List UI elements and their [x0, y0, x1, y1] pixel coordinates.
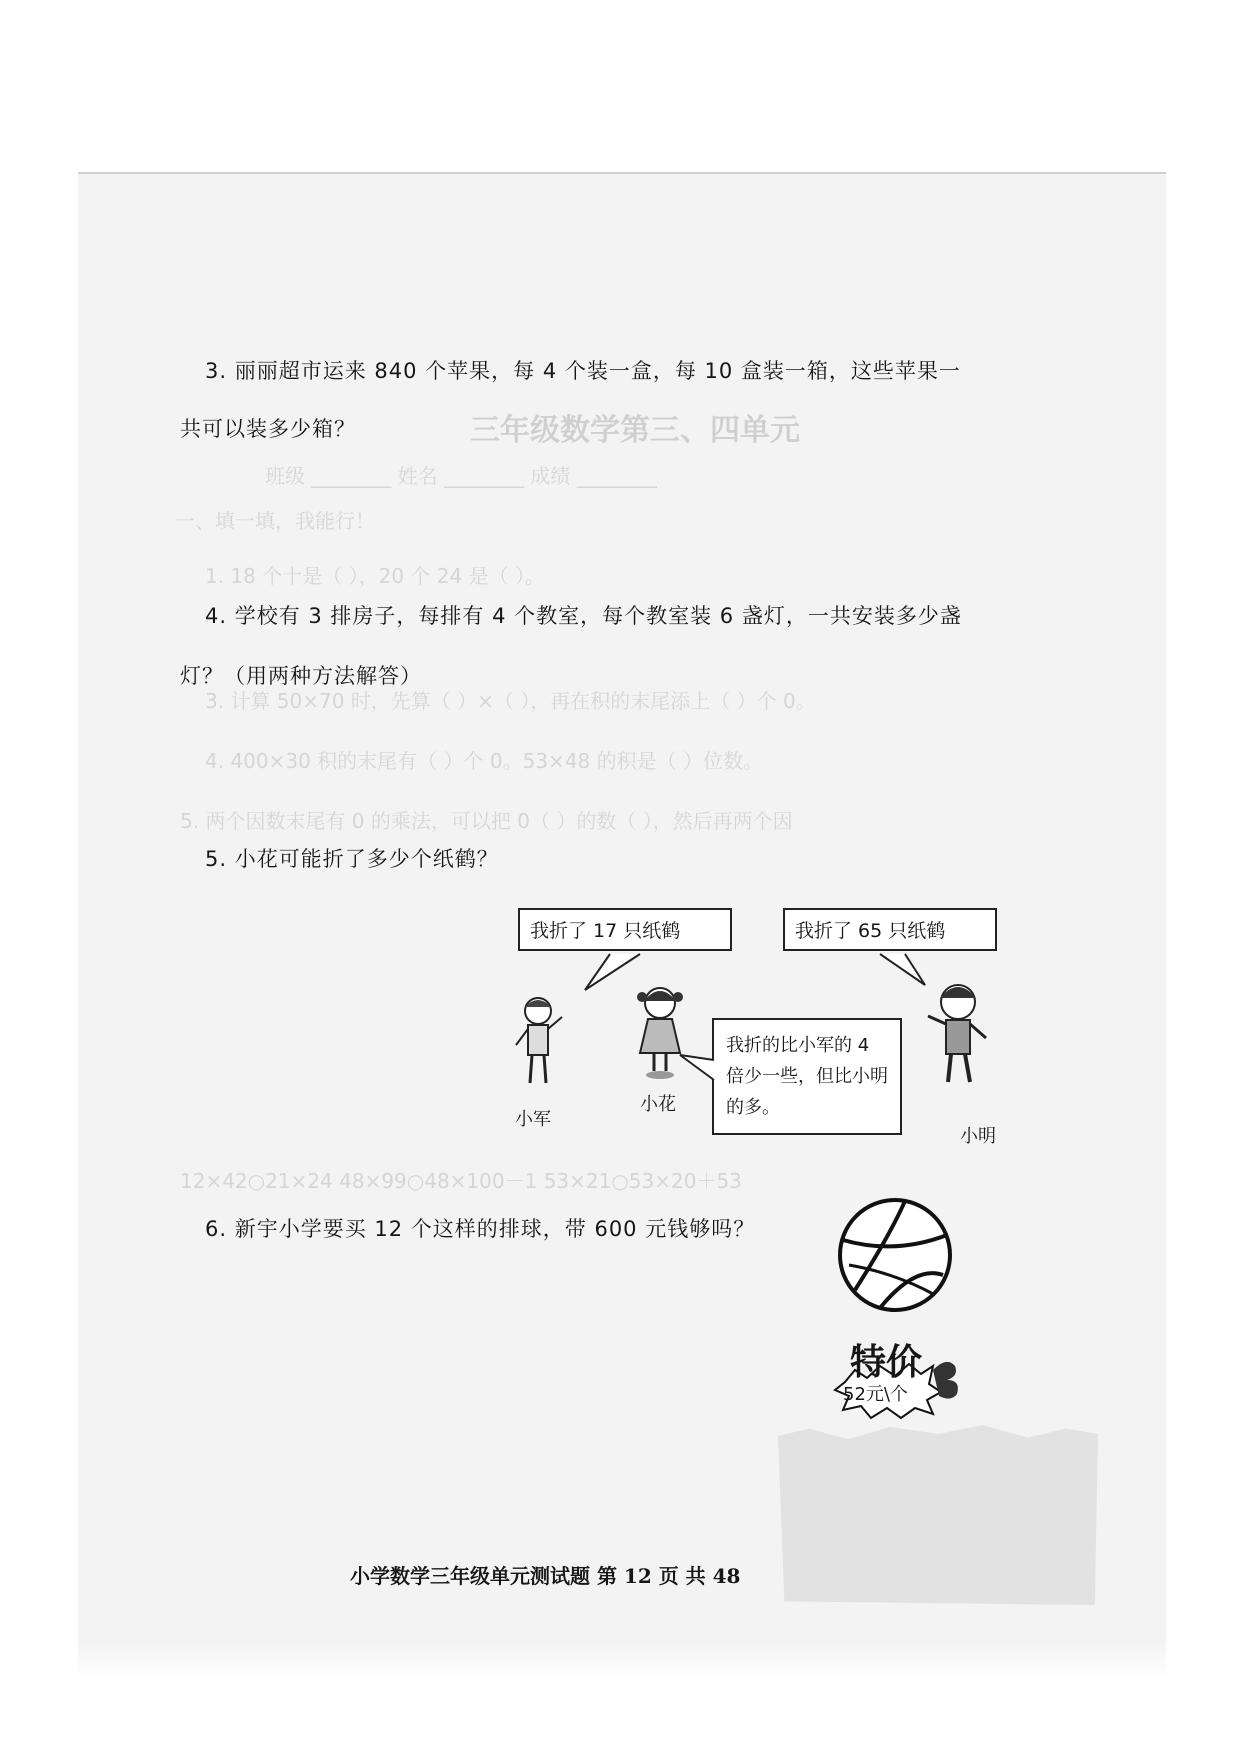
ghost-title: 三年级数学第三、四单元	[470, 413, 800, 448]
ghost-line: 班级 ________ 姓名 ________ 成绩 ________	[265, 464, 657, 488]
ghost-line: 1. 18 个十是（ ），20 个 24 是（ ）。	[205, 564, 545, 588]
ghost-line: 一、填一填，我能行！	[175, 509, 375, 533]
ghost-line: 4. 400×30 积的末尾有（ ）个 0。53×48 的积是（ ）位数。	[205, 749, 763, 773]
name-xiaojun: 小军	[515, 1109, 551, 1130]
speech-bubble-xiaohua: 我折的比小军的 4 倍少一些，但比小明的多。	[712, 1018, 902, 1135]
volleyball-icon	[835, 1195, 955, 1315]
tape-patch	[778, 1425, 1098, 1605]
question-3-line-2: 共可以装多少箱？	[180, 417, 356, 441]
ghost-line: 3. 计算 50×70 时，先算（ ）×（ ），再在积的末尾添上（ ）个 0。	[205, 689, 816, 713]
speech-bubble-xiaoming: 我折了 65 只纸鹤	[783, 908, 997, 951]
page-footer: 小学数学三年级单元测试题 第 12 页 共 48	[350, 1564, 741, 1588]
question-5: 5. 小花可能折了多少个纸鹤？	[205, 847, 499, 871]
child-xiaohua-figure	[630, 985, 690, 1080]
question-6: 6. 新宇小学要买 12 个这样的排球，带 600 元钱够吗？	[205, 1217, 756, 1241]
ghost-line: 12×42○21×24 48×99○48×100－1 53×21○53×20＋53	[180, 1169, 742, 1193]
child-xiaojun-figure	[510, 995, 570, 1090]
child-xiaoming-figure	[920, 980, 995, 1090]
question-3-line-1: 3. 丽丽超市运来 840 个苹果，每 4 个装一盒，每 10 盒装一箱，这些苹果一	[205, 359, 961, 383]
special-price-label: 特价	[850, 1341, 923, 1383]
name-xiaoming: 小明	[960, 1126, 996, 1147]
price-value: 52元\个	[843, 1384, 908, 1405]
question-4-line-1: 4. 学校有 3 排房子，每排有 4 个教室，每个教室装 6 盏灯，一共安装多少盏	[205, 604, 962, 628]
name-xiaohua: 小花	[640, 1094, 676, 1115]
speech-bubble-xiaojun: 我折了 17 只纸鹤	[518, 908, 732, 951]
question-4-line-2: 灯？（用两种方法解答）	[180, 664, 422, 688]
ghost-line: 5. 两个因数末尾有 0 的乘法，可以把 0（ ）的数（ ），然后再两个因	[180, 809, 793, 833]
